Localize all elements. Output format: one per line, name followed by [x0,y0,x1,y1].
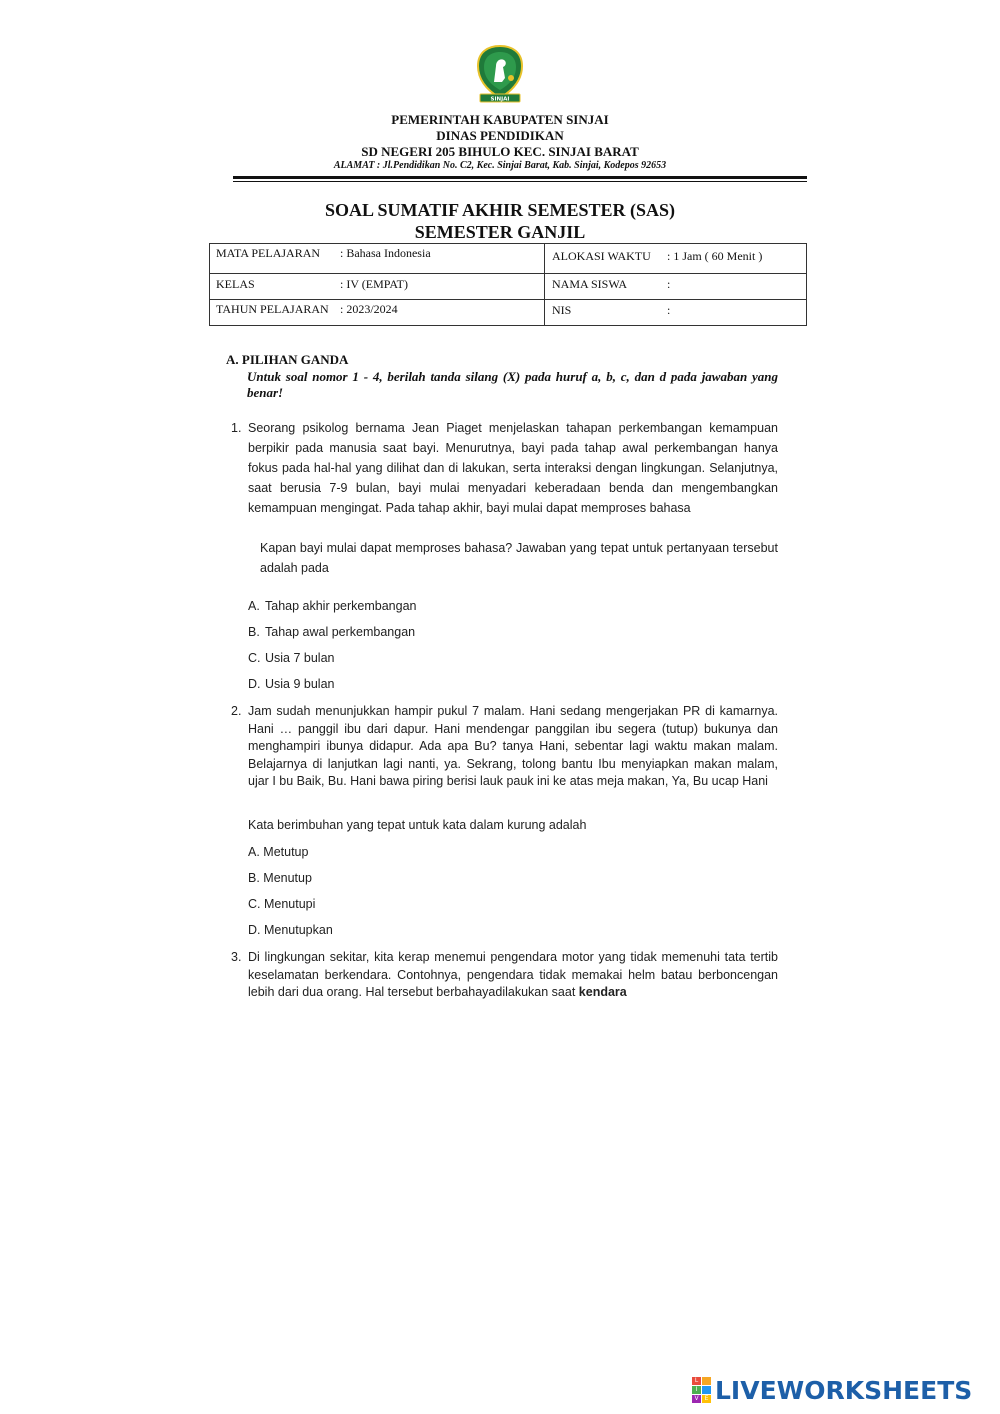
question-text [248,949,778,1002]
student-name-field[interactable]: : [667,277,671,291]
question-prompt: Kata berimbuhan yang tepat untuk kata dalam kurung adalah [248,818,587,832]
logo-block: E [702,1395,711,1403]
option-text: Tahap awal perkembangan [265,625,416,639]
section-title: A. PILIHAN GANDA [226,352,349,367]
question-body: Di lingkungan sekitar, kita kerap menemui pengendara motor yang tidak memenuhi tata tertib keselamatan berkendara. Contohnya, pengendara tidak memakai helm batau berboncengan lebih dari dua orang. Hal tersebut berbahayadilakukan saat [248,950,778,999]
logo-block [702,1386,711,1394]
question-prompt: Kapan bayi mulai dapat memproses bahasa? Jawaban yang tepat untuk pertanyaan tersebut adalah pada [260,541,778,575]
answer-option[interactable]: A. Metutup [248,845,309,859]
section-instruction: Untuk soal nomor 1 - 4, berilah tanda silang (X) pada huruf a, b, c, dan d pada jawaban yang benar! [247,369,778,400]
header-school: SD NEGERI 205 BIHULO KEC. SINJAI BARAT [361,144,639,159]
answer-option[interactable] [248,677,335,691]
student-name-label: NAMA SISWA [552,277,628,291]
table-divider [210,299,806,300]
header-department: DINAS PENDIDIKAN [436,128,564,143]
year-value: : 2023/2024 [340,302,398,316]
logo-banner-text: SINJAI [490,96,510,103]
exam-subtitle: SEMESTER GANJIL [414,222,586,242]
answer-option[interactable]: B. Menutup [248,871,312,885]
question-number: 2. [231,704,242,718]
subject-label: MATA PELAJARAN [216,246,321,260]
logo-block [702,1377,711,1385]
question-text: Jam sudah menunjukkan hampir pukul 7 malam. Hani sedang mengerjakan PR di kamarnya. Hani … panggil ibu dari dapur. Hani mendengar panggilan ibu segera (tutup) bukunya dan menghampiri ibunya didapur. Ada apa Bu? tanya Hani, sebentar lagi waktu makan malam. Belajarnya di lanjutkan lagi nanti, ya. Sekrang, tolong bantu Ibu menyiapkan makan malam, ujar I bu Baik, Bu. Hani bawa piring berisi lauk pauk ini ke atas meja makan, Ya, Bu ucap Hani [248,704,778,788]
exam-info-table [209,243,807,326]
answer-option[interactable] [248,651,335,665]
class-label: KELAS [216,277,255,291]
logo-block: I [692,1386,701,1394]
option-text: Usia 7 bulan [265,651,335,665]
logo-block: V [692,1395,701,1403]
option-letter: C. [248,651,261,665]
answer-option[interactable]: D. Menutupkan [248,923,333,937]
header-divider-thick [233,176,807,179]
liveworksheets-logo-icon [692,1377,711,1403]
header-government: PEMERINTAH KABUPATEN SINJAI [391,112,609,127]
option-text: Tahap akhir perkembangan [265,599,417,613]
question-number: 1. [231,421,242,435]
subject-value: : Bahasa Indonesia [340,246,431,260]
liveworksheets-wordmark: LIVEWORKSHEETS [715,1375,973,1405]
option-letter: D. [248,677,261,691]
table-divider [210,273,806,274]
header-address: ALAMAT : Jl.Pendidikan No. C2, Kec. Sinjai Barat, Kab. Sinjai, Kodepos 92653 [333,160,667,171]
liveworksheets-watermark[interactable] [692,1376,972,1404]
question-number: 3. [231,950,242,964]
nis-field[interactable]: : [667,303,671,317]
nis-label: NIS [552,303,572,317]
answer-option[interactable]: C. Menutupi [248,897,316,911]
question-text: Seorang psikolog bernama Jean Piaget menjelaskan tahapan perkembangan kemampuan berpikir pada manusia saat bayi. Menurutnya, bayi pada tahap awal perkembangan hanya fokus pada hal-hal yang dilihat dan di lakukan, serta interaksi dengan lingkungan. Selanjutnya, saat berusia 7-9 bulan, bayi mulai menyadari keberadaan benda dan mengembangkan kemampuan mengingat. Pada tahap akhir, bayi mulai dapat memproses bahasa [248,421,778,515]
logo-block: L [692,1377,701,1385]
option-letter: B. [248,625,260,639]
answer-option[interactable] [248,625,415,639]
answer-option[interactable] [248,599,417,613]
time-value: : 1 Jam ( 60 Menit ) [667,249,763,263]
option-letter: A. [248,599,260,613]
regency-emblem-icon [472,44,528,106]
question-keyword: kendara [578,985,627,999]
exam-title: SOAL SUMATIF AKHIR SEMESTER (SAS) [324,200,676,220]
year-label: TAHUN PELAJARAN [216,302,329,316]
class-value: : IV (EMPAT) [340,277,409,291]
header-divider-thin [233,181,807,182]
table-divider [544,244,545,325]
option-text: Usia 9 bulan [265,677,335,691]
time-label: ALOKASI WAKTU [552,249,651,263]
